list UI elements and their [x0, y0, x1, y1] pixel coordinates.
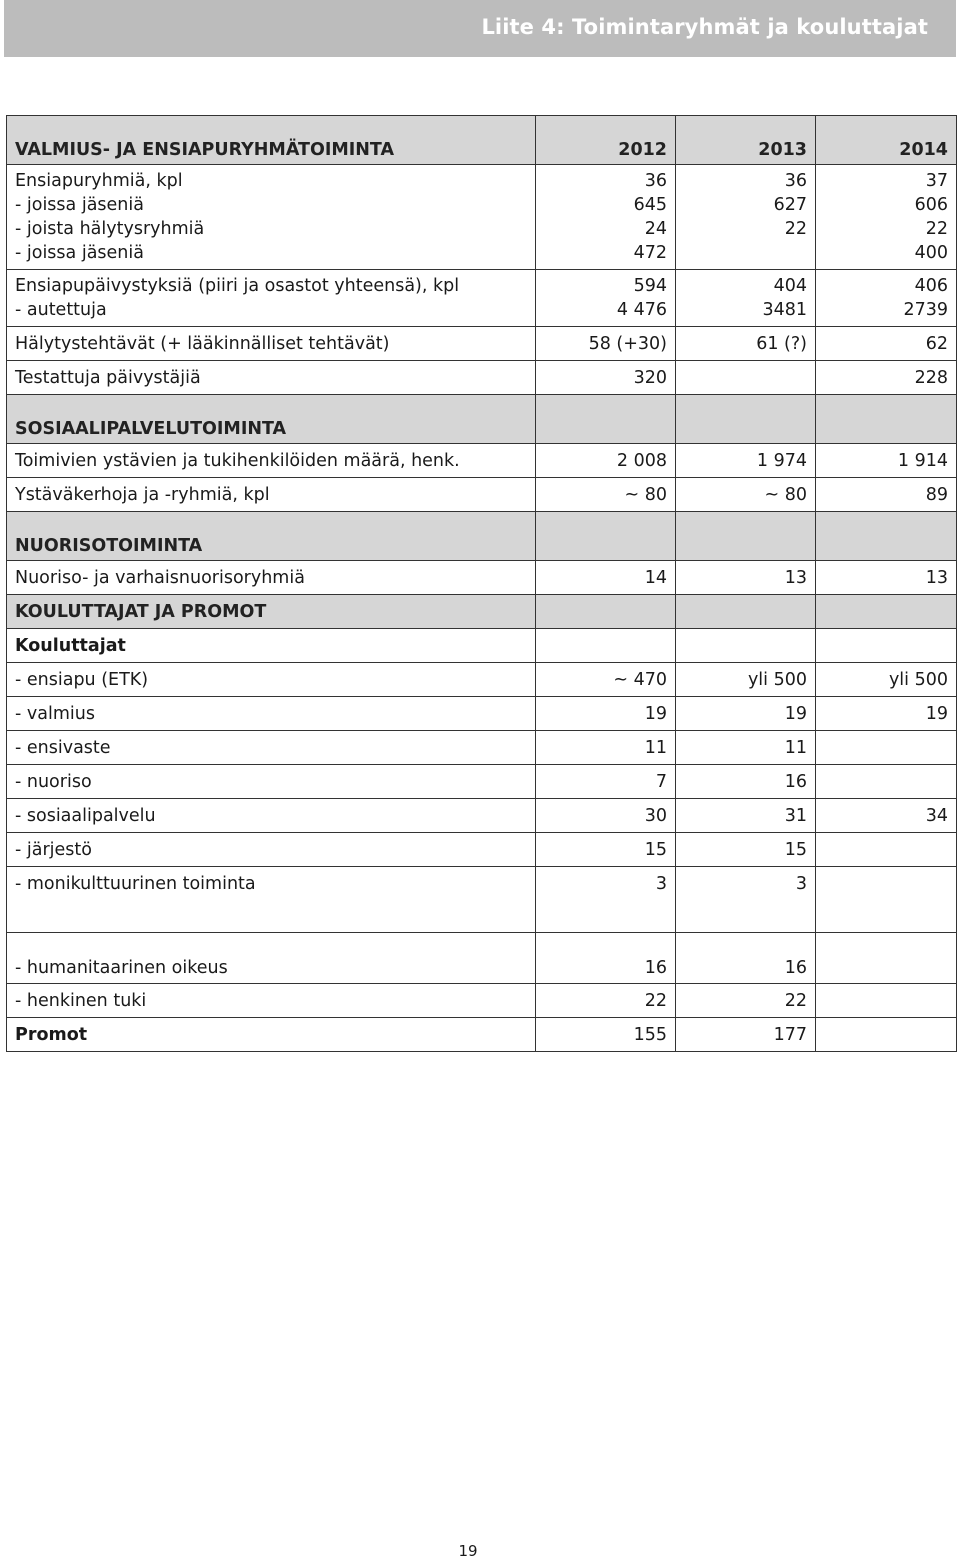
- activity-table: [6, 115, 957, 1052]
- row-label: - ensiapu (ETK): [7, 663, 536, 697]
- value-2012: ~ 470: [536, 663, 676, 697]
- value-2013: 16: [676, 933, 816, 984]
- value-2013: 31: [676, 799, 816, 833]
- row-label: - ensivaste: [7, 731, 536, 765]
- row-label: - valmius: [7, 697, 536, 731]
- value-2014: 228: [816, 361, 957, 395]
- value-2012: 36 645 24 472: [536, 165, 676, 270]
- value-2013: ~ 80: [676, 478, 816, 512]
- value-2012: 22: [536, 984, 676, 1018]
- table-row: [7, 444, 957, 478]
- table-row: [7, 629, 957, 663]
- value-2012: 15: [536, 833, 676, 867]
- value-2012: 7: [536, 765, 676, 799]
- section-title: SOSIAALIPALVELUTOIMINTA: [7, 395, 536, 444]
- header-bar: [4, 0, 956, 57]
- table-row: [7, 327, 957, 361]
- value-2012: 594 4 476: [536, 270, 676, 327]
- table-row: [7, 361, 957, 395]
- table-row: [7, 933, 957, 984]
- value-2014: [816, 765, 957, 799]
- value-2013: 36 627 22: [676, 165, 816, 270]
- value-2014: 13: [816, 561, 957, 595]
- page-title: Liite 4: Toimintaryhmät ja kouluttajat: [481, 15, 928, 39]
- value-2012: 155: [536, 1018, 676, 1052]
- table-row: [7, 867, 957, 933]
- value-2014: 89: [816, 478, 957, 512]
- row-label: Ystäväkerhoja ja -ryhmiä, kpl: [7, 478, 536, 512]
- table-row: [7, 663, 957, 697]
- subsection-title: Kouluttajat: [7, 629, 536, 663]
- row-label: - järjestö: [7, 833, 536, 867]
- value-2013: yli 500: [676, 663, 816, 697]
- row-label: - humanitaarinen oikeus: [7, 933, 536, 984]
- table-row: [7, 561, 957, 595]
- table-row: [7, 478, 957, 512]
- year-header: 2013: [676, 116, 816, 165]
- value-2013: 61 (?): [676, 327, 816, 361]
- table-row: [7, 731, 957, 765]
- value-2012: 14: [536, 561, 676, 595]
- section-header-nuoriso: [7, 512, 957, 561]
- value-2013: 19: [676, 697, 816, 731]
- row-label: Ensiapupäivystyksiä (piiri ja osastot yhteensä), kpl - autettuja: [7, 270, 536, 327]
- section-header-kouluttajat: [7, 595, 957, 629]
- value-2013: 404 3481: [676, 270, 816, 327]
- row-label: Promot: [7, 1018, 536, 1052]
- row-label: Toimivien ystävien ja tukihenkilöiden määrä, henk.: [7, 444, 536, 478]
- row-label: - henkinen tuki: [7, 984, 536, 1018]
- value-2014: 62: [816, 327, 957, 361]
- table-row: [7, 165, 957, 270]
- value-2012: 3: [536, 867, 676, 933]
- value-2013: 15: [676, 833, 816, 867]
- table-row: [7, 697, 957, 731]
- value-2014: yli 500: [816, 663, 957, 697]
- section-title: VALMIUS- JA ENSIAPURYHMÄTOIMINTA: [7, 116, 536, 165]
- value-2014: [816, 731, 957, 765]
- value-2014: 406 2739: [816, 270, 957, 327]
- value-2012: 11: [536, 731, 676, 765]
- value-2013: 177: [676, 1018, 816, 1052]
- value-2014: [816, 867, 957, 933]
- value-2014: 34: [816, 799, 957, 833]
- value-2013: 1 974: [676, 444, 816, 478]
- value-2013: 16: [676, 765, 816, 799]
- value-2012: 2 008: [536, 444, 676, 478]
- row-label: Hälytystehtävät (+ lääkinnälliset tehtävät): [7, 327, 536, 361]
- value-2014: [816, 833, 957, 867]
- section-header-sosiaali: [7, 395, 957, 444]
- row-label: - monikulttuurinen toiminta: [7, 867, 536, 933]
- table-row: [7, 799, 957, 833]
- value-2012: 58 (+30): [536, 327, 676, 361]
- table-row: [7, 1018, 957, 1052]
- value-2012: 16: [536, 933, 676, 984]
- row-label: Nuoriso- ja varhaisnuorisoryhmiä: [7, 561, 536, 595]
- section-title: NUORISOTOIMINTA: [7, 512, 536, 561]
- value-2014: 37 606 22 400: [816, 165, 957, 270]
- value-2014: 1 914: [816, 444, 957, 478]
- table-row: [7, 984, 957, 1018]
- value-2014: [816, 984, 957, 1018]
- row-label: - nuoriso: [7, 765, 536, 799]
- value-2013: 22: [676, 984, 816, 1018]
- value-2013: [676, 361, 816, 395]
- value-2014: [816, 933, 957, 984]
- year-header: 2012: [536, 116, 676, 165]
- value-2012: ~ 80: [536, 478, 676, 512]
- table-row: [7, 270, 957, 327]
- section-header-valmius: [7, 116, 957, 165]
- section-title: KOULUTTAJAT JA PROMOT: [7, 595, 536, 629]
- page-number: 19: [458, 1542, 478, 1560]
- value-2013: 13: [676, 561, 816, 595]
- row-label: Ensiapuryhmiä, kpl - joissa jäseniä - joista hälytysryhmiä - joissa jäseniä: [7, 165, 536, 270]
- year-header: 2014: [816, 116, 957, 165]
- value-2013: 11: [676, 731, 816, 765]
- value-2012: 320: [536, 361, 676, 395]
- table-row: [7, 765, 957, 799]
- value-2012: 30: [536, 799, 676, 833]
- value-2013: 3: [676, 867, 816, 933]
- table-row: [7, 833, 957, 867]
- row-label: - sosiaalipalvelu: [7, 799, 536, 833]
- value-2012: 19: [536, 697, 676, 731]
- value-2014: 19: [816, 697, 957, 731]
- row-label: Testattuja päivystäjiä: [7, 361, 536, 395]
- value-2014: [816, 1018, 957, 1052]
